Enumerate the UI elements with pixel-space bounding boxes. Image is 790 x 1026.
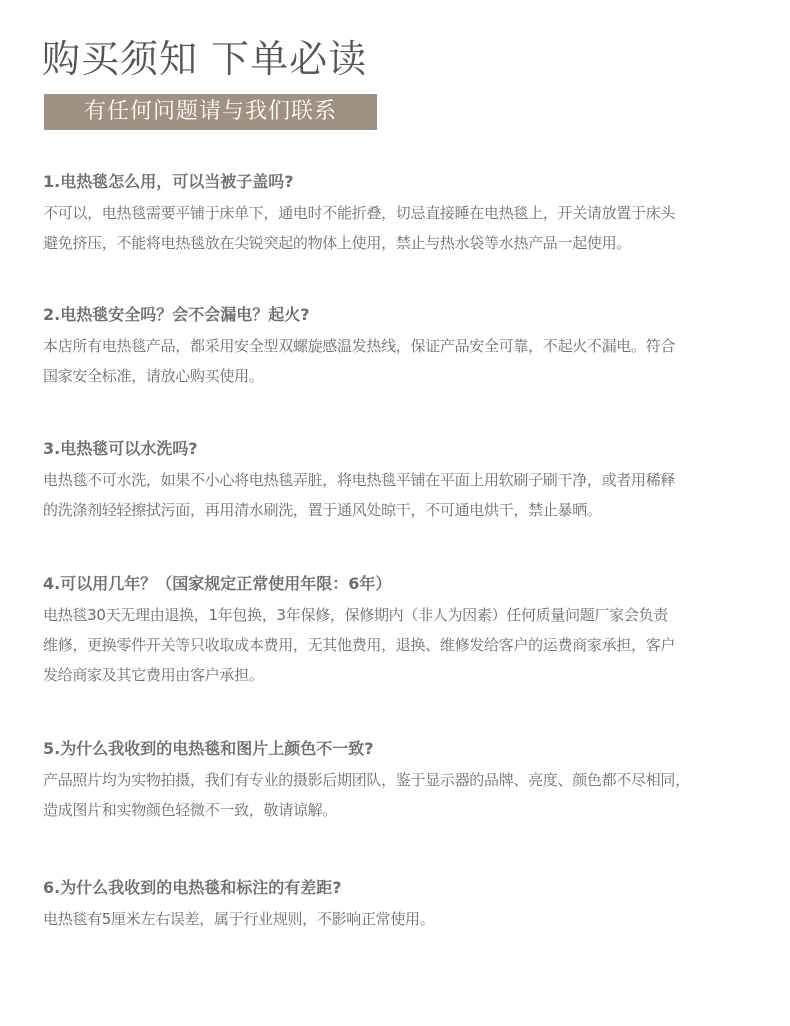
faq-item <box>43 301 763 391</box>
answer-line: 电热毯有5厘米左右误差，属于行业规则，不影响正常使用。 <box>43 910 435 928</box>
faq-question: 1.电热毯怎么用，可以当被子盖吗? <box>43 172 294 191</box>
answer-line: 电热毯不可水洗，如果不小心将电热毯弄脏，将电热毯平铺在平面上用软刷子刷干净，或者用稀释 <box>43 471 676 489</box>
answer-line: 造成图片和实物颜色轻微不一致，敬请谅解。 <box>43 801 338 819</box>
faq-question: 4.可以用几年？（国家规定正常使用年限：6年） <box>43 574 392 593</box>
answer-line: 电热毯30天无理由退换，1年包换，3年保修，保修期内（非人为因素）任何质量问题厂家会负责 <box>43 606 668 624</box>
faq-question: 2.电热毯安全吗？会不会漏电？起火? <box>43 305 310 324</box>
faq-item <box>43 570 763 690</box>
answer-line: 避免挤压，不能将电热毯放在尖锐突起的物体上使用，禁止与热水袋等水热产品一起使用。 <box>43 234 632 252</box>
faq-question: 3.电热毯可以水洗吗? <box>43 439 198 458</box>
faq-answer <box>43 465 763 525</box>
answer-line: 国家安全标准，请放心购买使用。 <box>43 367 264 385</box>
faq-answer <box>43 331 763 391</box>
faq-item <box>43 168 763 258</box>
faq-item <box>43 435 763 525</box>
faq-answer <box>43 904 763 934</box>
faq-answer <box>43 600 763 690</box>
answer-line: 发给商家及其它费用由客户承担。 <box>43 666 264 684</box>
contact-banner: 有任何问题请与我们联系 <box>44 94 377 130</box>
faq-answer <box>43 765 763 825</box>
answer-line: 本店所有电热毯产品，都采用安全型双螺旋感温发热线，保证产品安全可靠，不起火不漏电。符合 <box>43 337 676 355</box>
answer-line: 不可以，电热毯需要平铺于床单下，通电时不能折叠，切忌直接睡在电热毯上，开关请放置于床头 <box>43 204 676 222</box>
faq-question: 6.为什么我收到的电热毯和标注的有差距? <box>43 878 342 897</box>
answer-line: 维修，更换零件开关等只收取成本费用，无其他费用，退换、维修发给客户的运费商家承担，客户 <box>43 636 676 654</box>
faq-answer <box>43 198 763 258</box>
answer-line: 产品照片均为实物拍摄，我们有专业的摄影后期团队，鉴于显示器的品牌、亮度、颜色都不尽相同， <box>43 771 690 789</box>
answer-line: 的洗涤剂轻轻擦拭污面，再用清水刷洗，置于通风处晾干，不可通电烘干，禁止暴晒。 <box>43 501 602 519</box>
page-title: 购买须知 下单必读 <box>42 37 368 81</box>
faq-question: 5.为什么我收到的电热毯和图片上颜色不一致? <box>43 739 374 758</box>
faq-item <box>43 735 763 825</box>
faq-item <box>43 874 763 934</box>
